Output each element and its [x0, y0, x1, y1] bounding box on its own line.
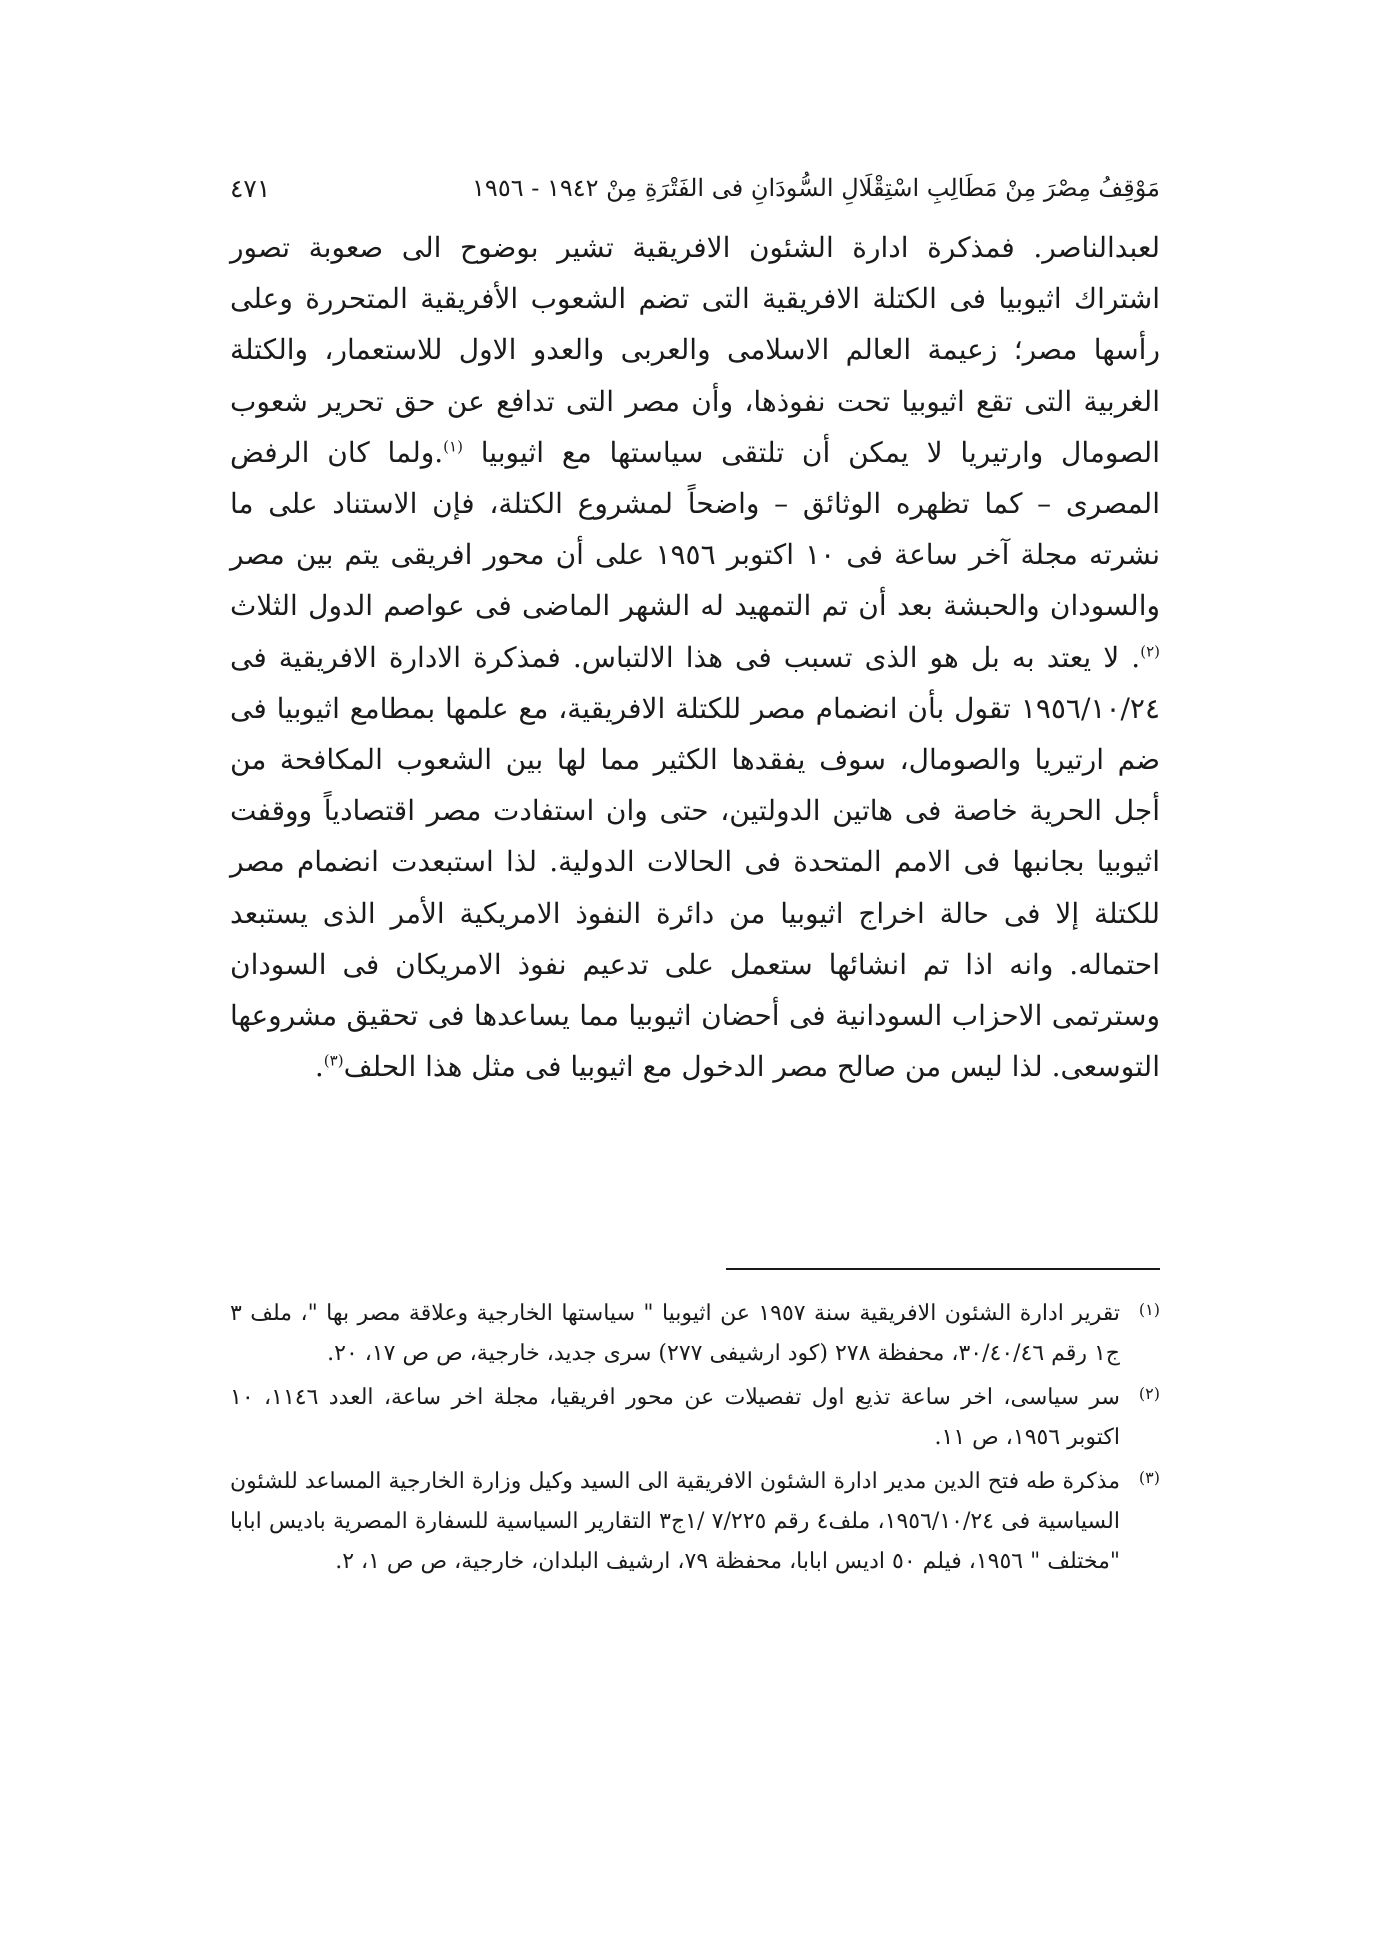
footnote-number: (٣) — [1138, 1468, 1160, 1487]
footnotes — [230, 1294, 1160, 1586]
body-text-part-3: . لا يعتد به بل هو الذى تسبب فى هذا الالتباس. فمذكرة الادارة الافريقية فى ١٩٥٦/١٠/٢٤ تقول بأن انضمام مصر للكتلة الافريقية، مع علمها بمطامع اثيوبيا فى ضم ارتيريا والصومال، سوف يفقدها الكثير مما لها بين الشعوب المكافحة من أجل الحرية خاصة فى هاتين الدولتين، حتى وان استفادت مصر اقتصادياً ووقفت اثيوبيا بجانبها فى الامم المتحدة فى الحالات الدولية. لذا استبعدت انضمام مصر للكتلة إلا فى حالة اخراج اثيوبيا من دائرة النفوذ الامريكية الأمر الذى يستبعد احتماله. وانه اذا تم انشائها ستعمل على تدعيم نفوذ الامريكان فى السودان وسترتمى الاحزاب السودانية فى أحضان اثيوبيا مما يساعدها فى تحقيق مشروعها التوسعى. لذا ليس من صالح مصر الدخول مع اثيوبيا فى مثل هذا الحلف — [230, 640, 1160, 1084]
body-text-end: . — [314, 1050, 324, 1084]
footnote-3 — [230, 1462, 1160, 1582]
body-paragraph — [230, 222, 1160, 1092]
footnote-separator — [726, 1268, 1160, 1270]
footnote-text: مذكرة طه فتح الدين مدير ادارة الشئون الافريقية الى السيد وكيل وزارة الخارجية المساعد للشئون السياسية فى ١٩٥٦/١٠/٢٤، ملف٤ رقم ٧/٢٢٥ /١ج٣ التقارير السياسية للسفارة المصرية باديس ابابا "مختلف " ١٩٥٦، فيلم ٥٠ اديس ابابا، محفظة ٧٩، ارشيف البلدان، خارجية، ص ص ١، ٢. — [230, 1469, 1120, 1574]
footnote-number: (٢) — [1138, 1384, 1160, 1403]
footnote-text: تقرير ادارة الشئون الافريقية سنة ١٩٥٧ عن اثيوبيا " سياستها الخارجية وعلاقة مصر بها "، ملف ٣ ج١ رقم ٣٠/٤٠/٤٦، محفظة ٢٧٨ (كود ارشيفى ٢٧٧) سرى جديد، خارجية، ص ص ١٧، ٢٠. — [230, 1301, 1120, 1366]
footnote-ref-3: (٣) — [323, 1051, 344, 1070]
body-text-part-1: لعبدالناصر. فمذكرة ادارة الشئون الافريقية تشير بوضوح الى صعوبة تصور اشتراك اثيوبيا فى الكتلة الافريقية التى تضم الشعوب الأفريقية المتحررة وعلى رأسها مصر؛ زعيمة العالم الاسلامى والعربى والعدو الاول للاستعمار، والكتلة الغربية التى تقع اثيوبيا تحت نفوذها، وأن مصر التى تدافع عن حق تحرير شعوب الصومال وارتيريا لا يمكن أن تلتقى سياستها مع اثيوبيا — [230, 231, 1160, 469]
body-text-part-2: .ولما كان الرفض المصرى – كما تظهره الوثائق – واضحاً لمشروع الكتلة، فإن الاستناد على ما نشرته مجلة آخر ساعة فى ١٠ اكتوبر ١٩٥٦ على أن محور افريقى يتم بين مصر والسودان والحبشة بعد أن تم التمهيد له الشهر الماضى فى عواصم الدول الثلاث — [230, 435, 1160, 623]
running-header — [230, 168, 1160, 208]
footnote-number: (١) — [1138, 1300, 1160, 1319]
footnote-ref-1: (١) — [443, 437, 463, 456]
page-number: ٤٧١ — [230, 173, 271, 203]
footnote-1 — [230, 1294, 1160, 1374]
body-text — [230, 222, 1160, 1092]
footnote-ref-2: (٢) — [1140, 642, 1160, 661]
running-title: مَوْقِفُ مِصْرَ مِنْ مَطَالِبِ اسْتِقْلَالِ السُّودَانِ فى الفَتْرَةِ مِنْ ١٩٤٢ - ١٩٥٦ — [472, 174, 1160, 202]
footnote-2 — [230, 1378, 1160, 1458]
footnote-text: سر سياسى، اخر ساعة تذيع اول تفصيلات عن محور افريقيا، مجلة اخر ساعة، العدد ١١٤٦، ١٠ اكتوبر ١٩٥٦، ص ١١. — [230, 1385, 1120, 1450]
